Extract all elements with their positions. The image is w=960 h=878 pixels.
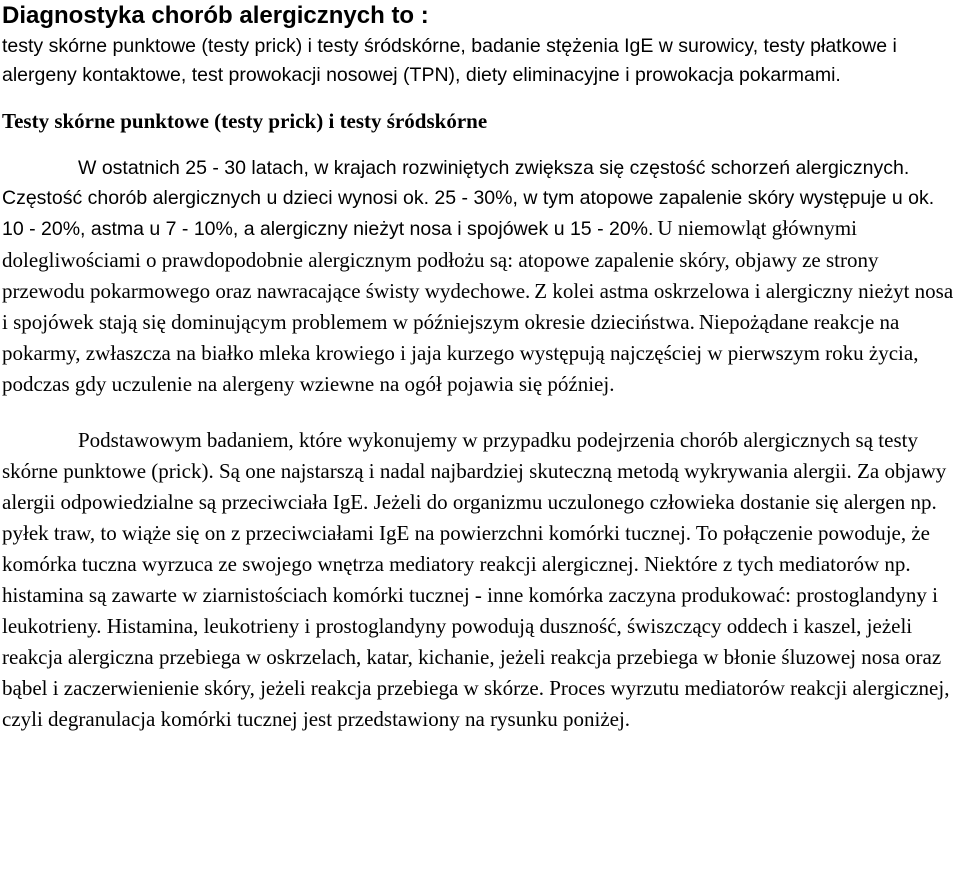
- paragraph-prick-tests: Podstawowym badaniem, które wykonujemy w przypadku podejrzenia chorób alergicznych są testy skórne punktowe (prick). Są one najstarszą i nadal najbardziej skuteczną metodą wykrywania alergii. Za objawy alergii odpowiedzialne są przeciwciała IgE. Jeżeli do organizmu uczulonego człowieka dostanie się alergen np. pyłek traw, to wiąże się on z przeciwciałami IgE na powierzchni komórki tucznej. To połączenie powoduje, że komórka tuczna wyrzuca ze swojego wnętrza mediatory reakcji alergicznej. Niektóre z tych mediatorów np. histamina są zawarte w ziarnistościach komórki tucznej - inne komórka zaczyna produkować: prostoglandyny i leukotrieny. Histamina, leukotrieny i prostoglandyny powodują duszność, świszczący oddech i kaszel, jeżeli reakcja alergiczna przebiega w oskrzelach, katar, kichanie, jeżeli reakcja przebiega w błonie śluzowej nosa oraz bąbel i zaczerwienienie skóry, jeżeli reakcja przebiega w skórze. Proces wyrzutu mediatorów reakcji alergicznej, czyli degranulacja komórki tucznej jest przedstawiony na rysunku poniżej.: [2, 427, 950, 731]
- paragraph-sentence: U niemowląt głównymi dolegliwościami o prawdopodobnie alergicznym podłożu są: atopowe zapalenie skóry, objawy ze strony przewodu pokarmowego oraz nawracające świsty wydechowe.: [2, 216, 879, 303]
- document-title: Diagnostyka chorób alergicznych to :: [2, 2, 429, 29]
- paragraph-sentence: W ostatnich 25 - 30 latach, w krajach rozwiniętych zwiększa się częstość schorzeń alergicznych.: [78, 157, 910, 179]
- paragraph-prevalence: [2, 154, 954, 400]
- paragraph-sentence: Częstość chorób alergicznych u dzieci wynosi ok. 25 - 30%, w tym atopowe zapalenie skóry występuje u ok. 10 - 20%, astma u 7 - 10%, a alergiczny nieżyt nosa i spojówek u 15 - 20%.: [2, 186, 935, 240]
- intro-text: testy skórne punktowe (testy prick) i testy śródskórne, badanie stężenia IgE w surowicy, testy płatkowe i alergeny kontaktowe, test prowokacji nosowej (TPN), diety eliminacyjne i prowokacja pokarmami.: [2, 35, 897, 86]
- paragraph-sentence: Z kolei astma oskrzelowa i alergiczny nieżyt nosa i spojówek stają się dominującym problemem w późniejszym okresie dzieciństwa.: [2, 278, 954, 334]
- paragraph-sentence: Niepożądane reakcje na pokarmy, zwłaszcza na białko mleka krowiego i jaja kurzego występują najczęściej w pierwszym roku życia, podczas gdy uczulenie na alergeny wziewne na ogół pojawia się później.: [2, 309, 919, 396]
- section-heading: Testy skórne punktowe (testy prick) i testy śródskórne: [2, 109, 488, 133]
